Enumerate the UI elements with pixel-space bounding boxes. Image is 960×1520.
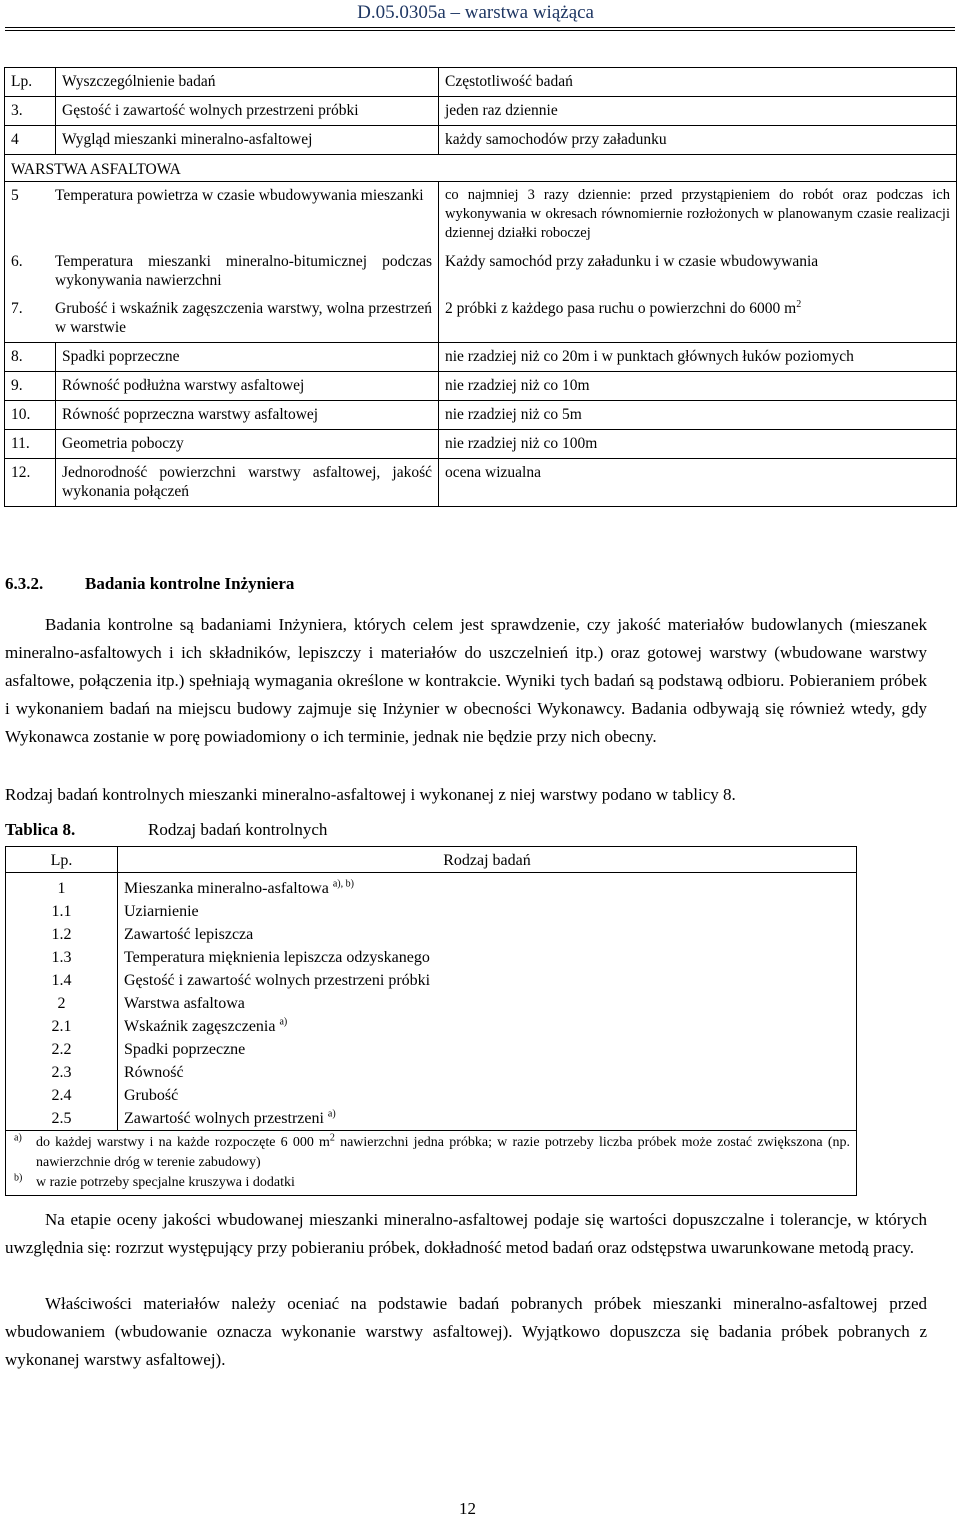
footnote [14,1133,850,1173]
row-name: Spadki poprzeczne [56,343,439,372]
table-row [6,992,857,1015]
footnote [14,1173,850,1193]
table-row [5,459,957,507]
row-frequency: nie rzadziej niż co 10m [439,372,957,401]
row-name: Temperatura mieszanki mineralno-bitumicznej podczas wykonywania nawierzchni [55,253,432,289]
table-header-row [5,68,957,97]
footnote-text-rest: nawierzchni jedna próbka; w razie potrzeby liczba próbek może zostać zwiększona (np. nawierzchnie dróg w terenie zabudowy) [36,1135,850,1170]
table-row [5,343,957,372]
row-name: Spadki poprzeczne [118,1038,857,1061]
row-frequency: Każdy samochód przy załadunku i w czasie wbudowywania [439,248,957,295]
row-name: Równość poprzeczna warstwy asfaltowej [56,401,439,430]
header-rule [5,27,955,28]
section-label: WARSTWA ASFALTOWA [5,155,957,182]
row-name: Gęstość i zawartość wolnych przestrzeni próbki [56,97,439,126]
row-combined [5,295,439,343]
table-header-row [6,847,857,873]
row-name-cell [118,1015,857,1038]
row-name: Jednorodność powierzchni warstwy asfaltowej, jakość wykonania połączeń [56,459,439,507]
paragraph-2: Rodzaj badań kontrolnych mieszanki mineralno-asfaltowej i wykonanej z niej warstwy podano w tablicy 8. [5,785,736,804]
row-number: 3. [5,97,56,126]
row-name: Geometria poboczy [56,430,439,459]
table-row [6,1107,857,1131]
table-row [6,873,857,901]
tests-table [4,67,957,507]
table-caption [5,820,327,840]
table-label: Tablica 8. [5,820,76,839]
row-lp: 1.1 [51,903,72,920]
table-row [6,923,857,946]
table-row [6,946,857,969]
row-number: 6. [11,253,23,270]
footnotes-row [6,1131,857,1196]
row-frequency: nie rzadziej niż co 5m [439,401,957,430]
superscript: a) [279,1016,288,1028]
row-lp: 1 [57,880,66,897]
row-number: 4 [5,126,56,155]
footnote-mark: a) [14,1132,22,1144]
row-combined [5,182,439,249]
table-row [5,401,957,430]
row-frequency: nie rzadziej niż co 100m [439,430,957,459]
row-lp: 2.1 [51,1018,72,1035]
row-lp: 2.3 [51,1064,72,1081]
section-number: 6.3.2. [5,574,44,593]
table-row [5,182,957,249]
row-name: Grubość [118,1084,857,1107]
row-name-cell [118,1107,857,1131]
row-name: Wygląd mieszanki mineralno-asfaltowej [56,126,439,155]
row-number: 9. [5,372,56,401]
table-title: Rodzaj badań kontrolnych [148,820,328,839]
row-number: 5 [11,187,19,204]
row-frequency: ocena wizualna [439,459,957,507]
page-number: 12 [459,1499,476,1518]
row-frequency: jeden raz dziennie [439,97,957,126]
row-name: Wskaźnik zagęszczenia [124,1018,280,1035]
table-row [5,126,957,155]
table-row [6,1084,857,1107]
header-name: Wyszczególnienie badań [56,68,439,97]
table-row [5,295,957,343]
row-name: Równość podłużna warstwy asfaltowej [56,372,439,401]
row-lp: 1.4 [51,972,72,989]
table-row [5,248,957,295]
row-combined [5,248,439,295]
section-row [5,155,957,182]
table-row [6,1038,857,1061]
row-name: Grubość i wskaźnik zagęszczenia warstwy, wolna przestrzeń w warstwie [55,300,432,336]
footnote-mark: b) [14,1172,23,1184]
row-frequency: co najmniej 3 razy dziennie: przed przystąpieniem do robót oraz podczas ich wykonywania w okresach równomiernie rozłożonych w planowanym czasie realizacji dziennej działki roboczej [439,182,957,249]
paragraph-4: Właściwości materiałów należy oceniać na podstawie badań pobranych próbek mieszanki mineralno-asfaltowej przed wbudowaniem (wbudowanie oznacza wykonanie warstwy asfaltowej). Wyjątkowo dopuszcza się badania próbek pobranych z wykonanej warstwy asfaltowej). [5,1294,927,1369]
row-lp: 1.2 [51,926,72,943]
header-rule-2 [5,30,955,31]
row-lp: 2.2 [51,1041,72,1058]
header-lp: Lp. [5,68,56,97]
header-lp: Lp. [6,847,118,873]
section-title: Badania kontrolne Inżyniera [85,574,295,593]
control-tests-table [5,846,857,1196]
row-name: Mieszanka mineralno-asfaltowa [124,880,333,897]
header-frequency: Częstotliwość badań [439,68,957,97]
row-name: Temperatura powietrza w czasie wbudowywania mieszanki [55,187,424,204]
row-number: 8. [5,343,56,372]
row-name: Uziarnienie [118,900,857,923]
row-name: Równość [118,1061,857,1084]
header-name: Rodzaj badań [118,847,857,873]
row-lp: 2 [57,995,66,1012]
row-name: Warstwa asfaltowa [118,992,857,1015]
row-number: 12. [5,459,56,507]
footnote-text: do każdej warstwy i na każde rozpoczęte 6 000 m [36,1135,330,1150]
row-lp: 2.4 [51,1087,72,1104]
row-lp: 1.3 [51,949,72,966]
row-name: Temperatura mięknienia lepiszcza odzyskanego [118,946,857,969]
table-row [6,1061,857,1084]
superscript: 2 [329,1132,335,1144]
superscript: 2 [796,298,802,310]
row-lp: 2.5 [51,1110,72,1127]
paragraph-3: Na etapie oceny jakości wbudowanej mieszanki mineralno-asfaltowej podaje się wartości dopuszczalne i tolerancje, w których uwzględnia się: rozrzut występujący przy pobieraniu próbek, dokładność metod badań oraz odstępstwa uwarunkowane metodą pracy. [5,1210,927,1257]
table-row [5,430,957,459]
footnotes [6,1131,857,1196]
table-row [5,97,957,126]
superscript: a) [327,1108,336,1120]
row-name: Zawartość lepiszcza [118,923,857,946]
document-title: D.05.0305a – warstwa wiążąca [357,2,594,23]
row-name: Gęstość i zawartość wolnych przestrzeni próbki [118,969,857,992]
section-heading [5,574,294,594]
row-frequency: nie rzadziej niż co 20m i w punktach głównych łuków poziomych [439,343,957,372]
paragraph-1: Badania kontrolne są badaniami Inżyniera, których celem jest sprawdzenie, czy jakość materiałów budowlanych (mieszanek mineralno-asfaltowych i ich składników, lepiszczy i materiałów do uszczelnień itp.) oraz gotowej warstwy (wbudowane warstwy asfaltowe, połączenia itp.) spełniają wymagania określone w kontrakcie. Wyniki tych badań są podstawą odbioru. Pobieraniem próbek i wykonaniem badań na miejscu budowy zajmuje się Inżynier w obecności Wykonawcy. Badania odbywają się również wtedy, gdy Wykonawca zostanie w porę powiadomiony o ich terminie, jednak nie będzie przy nich obecny. [5,615,927,746]
table-row [5,372,957,401]
row-frequency: 2 próbki z każdego pasa ruchu o powierzchni do 6000 m [445,300,797,317]
table-row [6,1015,857,1038]
row-frequency: każdy samochodów przy załadunku [439,126,957,155]
superscript: a), b) [332,878,354,890]
row-number: 11. [5,430,56,459]
row-number: 7. [11,300,23,317]
page-header [0,0,960,30]
footnote-text: w razie potrzeby specjalne kruszywa i dodatki [36,1175,295,1190]
row-number: 10. [5,401,56,430]
row-frequency-cell [439,295,957,343]
table-row [6,900,857,923]
row-name-cell [118,873,857,901]
row-name: Zawartość wolnych przestrzeni [124,1110,328,1127]
table-row [6,969,857,992]
